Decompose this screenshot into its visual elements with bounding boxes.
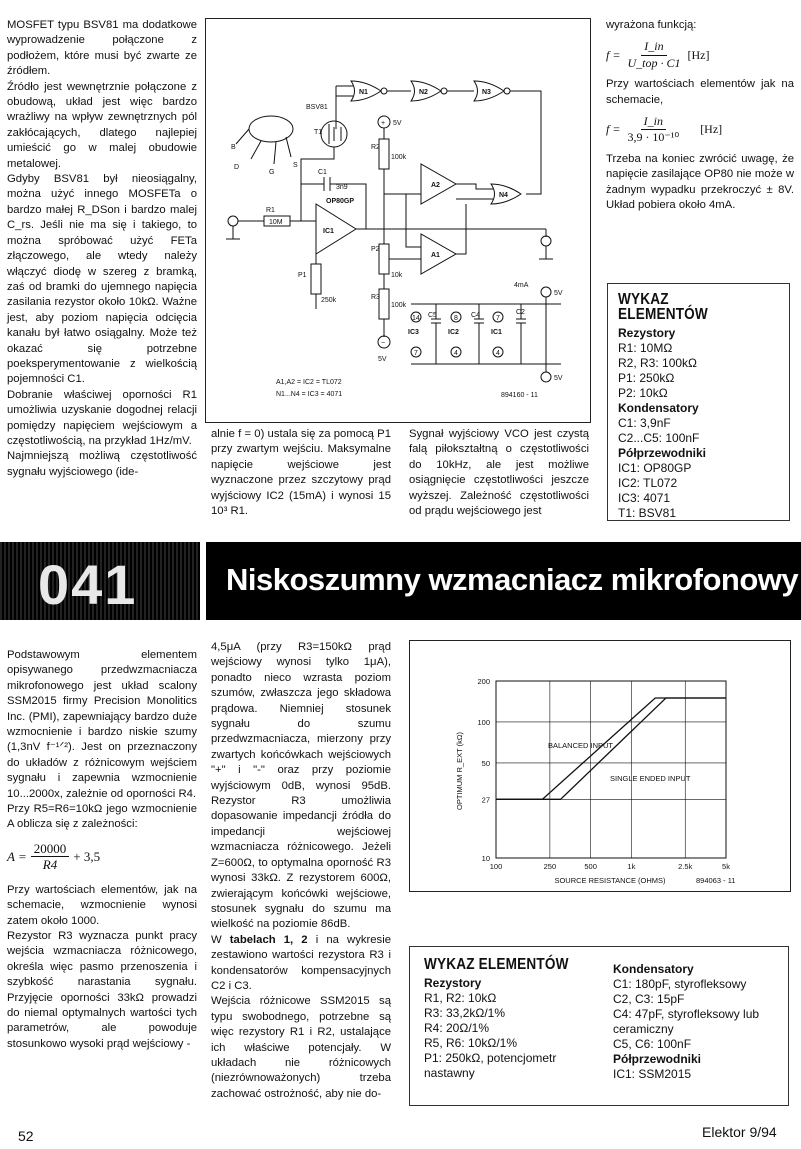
svg-text:C2: C2 (516, 309, 525, 316)
label-n4: N4 (499, 192, 508, 199)
graph-drawing (410, 641, 790, 891)
decoupling-block (408, 282, 563, 382)
schematic-code: 894160 - 11 (501, 392, 538, 399)
label-ic1: IC1 (323, 228, 334, 235)
parts-item: P1: 250kΩ, potencjometr (424, 1051, 557, 1065)
parts-item: C1: 180pF, styrofleksowy (613, 977, 747, 991)
label-bsv81: BSV81 (306, 104, 328, 111)
parts-item: R5, R6: 10kΩ/1% (424, 1036, 518, 1050)
x-tick-label: 500 (584, 862, 597, 871)
pin-g: G (269, 169, 275, 176)
opamp-ic1 (316, 198, 356, 254)
svg-text:5V: 5V (554, 290, 563, 297)
pin-b: B (231, 144, 236, 151)
parts-item: C4: 47pF, styrofleksowy lub (613, 1007, 760, 1021)
parts-item: IC1: OP80GP (618, 461, 692, 475)
x-tick-label: 250 (543, 862, 557, 871)
parts-item: IC3: 4071 (618, 491, 671, 505)
label-single-ended: SINGLE ENDED INPUT (610, 774, 691, 783)
parts-item: R1: 10MΩ (618, 341, 673, 355)
paragraph: MOSFET typu BSV81 ma dodatkowe wyprowadzenie połączone z podłożem, które musi być zwarte ze źródłem. (7, 19, 197, 78)
section-number: 041 (0, 542, 200, 620)
label-a2: A2 (431, 182, 440, 189)
label-p1-value: 250k (321, 297, 337, 304)
paragraph: Sygnał wyjściowy VCO jest czystą falą piłokształtną o częstotliwości do 10kHz, ale jest możliwe osiągnięcie częstotliwości jeszcze wyższej. Zależność częstotliwości od prądu wejściowego jest (409, 428, 589, 518)
label-r2-value: 100k (391, 154, 407, 161)
parts-item: C1: 3,9nF (618, 416, 671, 430)
pin-s: S (293, 162, 298, 169)
parts-item: R4: 20Ω/1% (424, 1021, 490, 1035)
gate-n1 (351, 81, 387, 101)
section-title: Niskoszumny wzmacniacz mikrofonowy (206, 542, 801, 620)
paragraph: Przy wartościach elementów jak na schemacie, (606, 78, 794, 106)
gate-n4 (491, 184, 521, 204)
label-r3-value: 100k (391, 302, 407, 309)
label-n3: N3 (482, 89, 491, 96)
parts-category: Rezystory (618, 326, 676, 340)
output-terminal (541, 236, 551, 246)
plot-frame (496, 681, 726, 858)
parts-category: Kondensatory (618, 401, 699, 415)
paragraph: Podstawowym elementem opisywanego przedwzmacniacza mikrofonowego jest układ scalony SSM2015 firmy Precision Monolitics Inc. (PMI), zapewniający bardzo duże wzmocnienie i bardzo niskie szumy (1,3nV f⁻¹ᐟ²). Jest on przeznaczony do układów z różnicowym wejściem sygnału i zapewnia wzmocnienie 10...2000x, zależnie od oporności R4. (7, 649, 197, 800)
label-p1: P1 (298, 272, 307, 279)
schematic-note-1: A1,A2 = IC2 = TL072 (276, 379, 342, 386)
paragraph: W tabelach 1, 2 i na wykresie zestawiono wartości rezystora R3 i kondensatorów kompensacyjnych C2 i C3. (211, 933, 391, 992)
label-op80: OP80GP (326, 198, 355, 205)
y-tick-label: 200 (477, 677, 490, 686)
svg-text:14: 14 (412, 315, 420, 322)
y-tick-label: 27 (481, 795, 490, 805)
x-tick-label: 5k (722, 862, 730, 871)
label-p2: P2 (371, 246, 380, 253)
label-c1-value: 3n9 (336, 184, 348, 191)
vco-schematic (205, 18, 591, 423)
magazine-issue: Elektor 9/94 (702, 1124, 777, 1140)
label-r2: R2 (371, 144, 380, 151)
pin-d: D (234, 164, 240, 171)
parts-item: T1: BSV81 (618, 506, 677, 520)
y-tick-label: 100 (477, 717, 490, 727)
paragraph: Źródło jest wewnętrznie połączone z obudową, układ jest więc bardzo wrażliwy na wpływ zewnętrznych pól zakłócających, dlatego najlepiej umieścić go w malej obudowie metalowej. (7, 80, 197, 170)
svg-text:4: 4 (454, 350, 458, 357)
article-column-1 (7, 18, 197, 480)
svg-text:4: 4 (496, 350, 500, 357)
parts-list-2 (409, 946, 789, 1106)
x-tick-label: 1k (627, 862, 636, 871)
parts-item: C5, C6: 100nF (613, 1037, 692, 1051)
label-t1: T1 (314, 129, 323, 136)
svg-text:IC1: IC1 (491, 329, 502, 336)
paragraph: 4,5μA (przy R3=150kΩ prąd wejściowy wynosi tylko 1μA), ponadto nieco wzrasta poziom szumów, zwłaszcza jego składowa prądowa. Niemniej stosunek sygnału do szumu przedwzmacniacza, mierzony przy zwartych końcówkach wejściowych "+" i "-" oraz przy poziomie wyjściowym 0dB, wynosi 95dB. Rezystor R3 umożliwia dopasowanie impedancji źródła do impedancji wejściowej wzmacniacza różnicowego. Jeżeli Z=600Ω, to optymalna oporność R3 wynosi 33kΩ. Z rezystorem 600Ω, zwierającym końcówki wejściowe, stosunek sygnału do szumu ma wielkość na poziomie 86dB. (211, 641, 391, 931)
gate-n3 (474, 81, 510, 101)
parts-item: C2...C5: 100nF (618, 431, 700, 445)
paragraph: Dobranie właściwej oporności R1 umożliwia uzyskanie dogodnej relacji pomiędzy napięciem wejściowym a częstotliwością, na przykład 1Hz/mV. (7, 388, 197, 447)
parts-category: Kondensatory (613, 962, 694, 976)
formula-gain: A = $\frac{20000}{R4}$ + 3,5 (7, 840, 101, 873)
label-r3: R3 (371, 294, 380, 301)
resistor-r2 (379, 139, 389, 169)
label-a1: A1 (431, 252, 440, 259)
paragraph: Rezystor R3 wyznacza punkt pracy wejścia wzmacniacza różnicowego, określa więc pasmo przenoszenia i szybkość narastania sygnału. Przyjęcie oporności 33kΩ prowadzi do niemal optymalnych wartości tych parametrów, ale powoduje stosunkowo wysoki prąd wejściowy - (7, 929, 197, 1050)
parts-list-1 (607, 283, 790, 521)
formula-f1: f = $\frac{I\_in}{\text{U\_top · C1}}$ [Hz] (606, 39, 710, 70)
potentiometer-p1 (311, 264, 321, 294)
transistor-package (231, 116, 298, 176)
input-terminal (228, 216, 238, 226)
parts-item: ceramiczny (613, 1022, 674, 1036)
svg-text:7: 7 (414, 350, 418, 357)
label-r1-value: 10M (269, 219, 283, 226)
label-plus5v: 5V (393, 120, 402, 127)
paragraph: alnie f = 0) ustala się za pomocą P1 przy zwartym wejściu. Maksymalne napięcie wejściowe jest wyznaczone przez szczytowy prąd wyjściowy IC2 (15mA) i wynosi 15 10³ R1. (211, 428, 391, 518)
label-n2: N2 (419, 89, 428, 96)
svg-text:IC3: IC3 (408, 329, 419, 336)
article-column-3-top (409, 427, 589, 519)
label-minus5v: 5V (378, 356, 387, 363)
parts-list-title: WYKAZ ELEMENTÓW (424, 956, 569, 973)
schematic-drawing (206, 19, 590, 422)
opamp-a1 (421, 234, 456, 274)
parts-item: R1, R2: 10kΩ (424, 991, 497, 1005)
article-column-2-top (211, 427, 391, 519)
paragraph: Trzeba na koniec zwrócić uwagę, że napięcie zasilające OP80 nie może w żadnym wypadku przekroczyć ± 8V. Układ pobiera około 4mA. (606, 152, 794, 212)
parts-item: P1: 250kΩ (618, 371, 675, 385)
paragraph: Najmniejszą możliwą częstotliwość sygnału wyjściowego (ide- (7, 450, 197, 478)
transistor-t1 (306, 104, 347, 147)
parts-category: Półprzewodniki (618, 446, 707, 460)
paragraph: wyrażona funkcją: (606, 19, 697, 31)
svg-text:+: + (381, 120, 386, 127)
gate-n2 (411, 81, 447, 101)
label-c1: C1 (318, 169, 327, 176)
x-tick-label: 2.5k (678, 862, 693, 871)
paragraph: Wejścia różnicowe SSM2015 są typu swobodnego, potrzebne są więc rezystory R1 i R2, ustalające ich właściwe potencjały. W układach nie różnicowych (niezrównoważonych) trzeba zachować ostrożność, aby nie do- (211, 995, 391, 1100)
section-banner (0, 542, 801, 620)
parts-item: P2: 10kΩ (618, 386, 668, 400)
schematic-note-2: N1...N4 = IC3 = 4071 (276, 391, 343, 398)
parts-category: Półprzewodniki (613, 1052, 702, 1066)
optimum-rext-graph (409, 640, 791, 892)
label-p2-value: 10k (391, 272, 403, 279)
y-tick-label: 10 (481, 854, 490, 863)
parts-item: IC2: TL072 (618, 476, 678, 490)
parts-item: IC1: SSM2015 (613, 1067, 692, 1081)
resistor-r3 (379, 289, 389, 319)
label-r1: R1 (266, 207, 275, 214)
article2-column-1 (7, 648, 197, 1052)
formula-f2: f = $\frac{I\_in}{\text{3,9 · 10⁻¹⁰}}$ [Hz] (606, 114, 723, 145)
svg-text:C4: C4 (471, 312, 480, 319)
parts-item: C2, C3: 15pF (613, 992, 685, 1006)
paragraph: Przy R5=R6=10kΩ jego wzmocnienie A oblicza się z zależności: (7, 803, 197, 831)
label-balanced: BALANCED INPUT (548, 741, 614, 750)
graph-code: 894063 - 11 (696, 876, 736, 885)
svg-text:5V: 5V (554, 375, 563, 382)
parts-item: nastawny (424, 1066, 475, 1080)
parts-category: Rezystory (424, 976, 482, 990)
opamp-a2 (421, 164, 456, 204)
paragraph: Gdyby BSV81 był nieosiągalny, można użyć innego MOSFETa o bardzo małej R_DSon i bardzo malej C_rs. Jeśli nie ma się i takiego, to można spróbować użyć FETa złączowego, ale wtedy należy włączyć diodę w szereg z bramką, zaś od bramki do ujemnego napięcia zasilania rezystor około 10kΩ. Ważne jest, aby poziom napięcia odcięcia kanału był łatwo osiągalny. Może też okazać się potrzebne poeksperymentowanie z wielkością pojemności C1. (7, 173, 197, 386)
svg-text:4mA: 4mA (514, 282, 529, 289)
svg-text:−: − (381, 340, 386, 347)
paragraph: Przy wartościach elementów, jak na schemacie, wzmocnienie wynosi zatem około 1000. (7, 883, 197, 927)
article2-column-2 (211, 640, 391, 1102)
parts-item: R2, R3: 100kΩ (618, 356, 698, 370)
svg-text:8: 8 (454, 315, 458, 322)
article-column-4 (606, 18, 794, 213)
svg-text:7: 7 (496, 315, 500, 322)
page-number: 52 (18, 1128, 34, 1144)
y-tick-label: 50 (481, 758, 490, 768)
parts-list-title: WYKAZ ELEMENTÓW (618, 291, 708, 323)
x-axis-label: SOURCE RESISTANCE (OHMS) (554, 876, 666, 885)
parts-item: R3: 33,2kΩ/1% (424, 1006, 506, 1020)
svg-text:C5: C5 (428, 312, 437, 319)
x-tick-label: 100 (489, 862, 503, 871)
y-axis-label: OPTIMUM R_EXT (kΩ) (455, 732, 464, 810)
label-n1: N1 (359, 89, 368, 96)
svg-text:IC2: IC2 (448, 329, 459, 336)
potentiometer-p2 (379, 244, 389, 274)
